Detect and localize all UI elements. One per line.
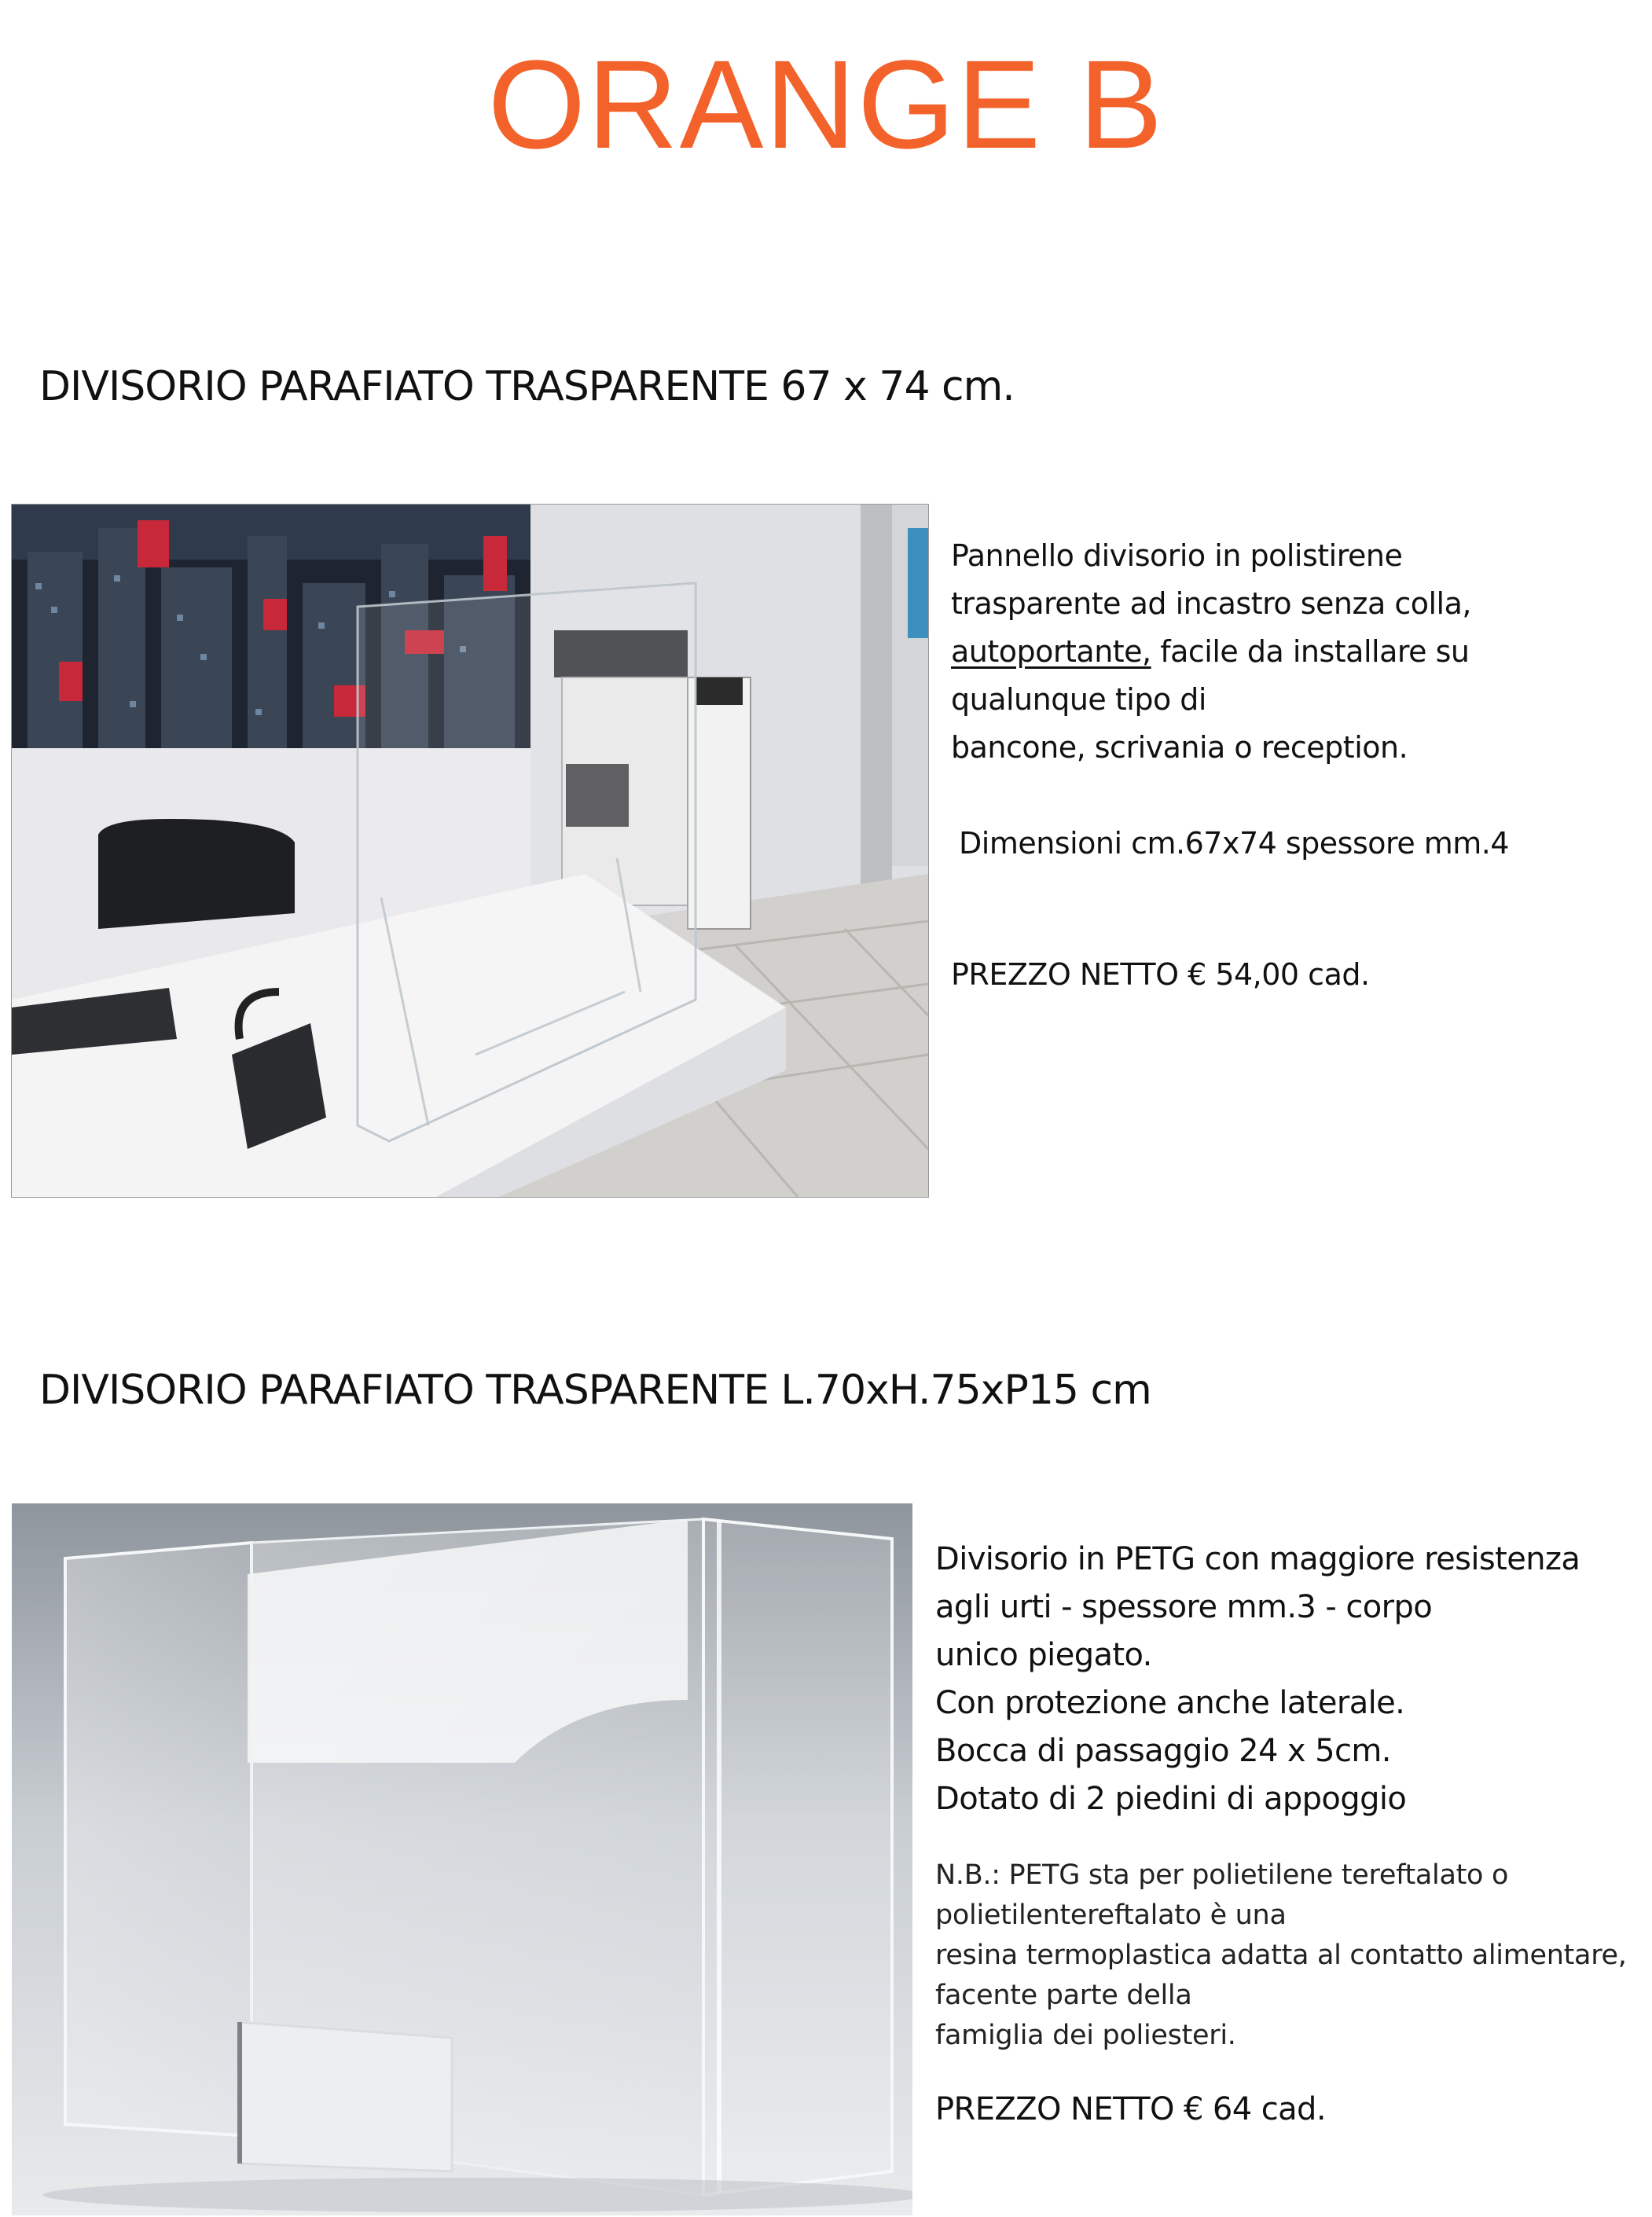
- product-2-note-line: facente parte della: [935, 1980, 1192, 2011]
- product-1-price-block: [951, 951, 1627, 999]
- product-1-desc-line: Pannello divisorio in polistirene: [951, 538, 1403, 573]
- product-1-price: PREZZO NETTO € 54,00 cad.: [951, 957, 1370, 992]
- product-2-note-line: resina termoplastica adatta al contatto alimentare,: [935, 1940, 1627, 1971]
- product-1-desc-line: qualunque tipo di: [951, 682, 1206, 717]
- product-1-desc-line: [951, 628, 1627, 676]
- autoportante-underlined: autoportante,: [951, 634, 1151, 669]
- product-2-photo: [12, 1503, 912, 2215]
- product-1-description: [951, 532, 1627, 772]
- product-2-desc-line: Bocca di passaggio 24 x 5cm.: [935, 1733, 1391, 1769]
- product-1-photo: [11, 504, 929, 1198]
- product-1-desc-fragment: facile da installare su: [1151, 634, 1470, 669]
- product-2-price-block: [935, 2086, 1643, 2134]
- product-2-desc-line: Divisorio in PETG con maggiore resistenza: [935, 1541, 1580, 1577]
- product-2-description: [935, 1536, 1643, 1823]
- product-1-desc-line: trasparente ad incastro senza colla,: [951, 586, 1471, 621]
- product-2-note-line: N.B.: PETG sta per polietilene tereftalato o: [935, 1859, 1509, 1891]
- product-1-dimensions: Dimensioni cm.67x74 spessore mm.4: [959, 826, 1510, 861]
- product-2-title: DIVISORIO PARAFIATO TRASPARENTE L.70xH.75xP15 cm: [39, 1367, 1151, 1414]
- brand-title: ORANGE B: [487, 34, 1165, 174]
- product-1-title: DIVISORIO PARAFIATO TRASPARENTE 67 x 74 cm.: [39, 363, 1015, 410]
- product-2-note: [935, 1855, 1643, 2056]
- product-2-note-line: famiglia dei poliesteri.: [935, 2020, 1236, 2051]
- product-2-desc-line: Con protezione anche laterale.: [935, 1685, 1405, 1721]
- product-2-desc-line: Dotato di 2 piedini di appoggio: [935, 1781, 1407, 1817]
- product-2-note-line: polietilentereftalato è una: [935, 1899, 1287, 1931]
- product-1-desc-line: bancone, scrivania o reception.: [951, 730, 1408, 765]
- product-1-dimensions-block: [959, 820, 1635, 868]
- product-2-price: PREZZO NETTO € 64 cad.: [935, 2091, 1326, 2127]
- product-2-desc-line: unico piegato.: [935, 1637, 1152, 1673]
- product-2-desc-line: agli urti - spessore mm.3 - corpo: [935, 1589, 1433, 1625]
